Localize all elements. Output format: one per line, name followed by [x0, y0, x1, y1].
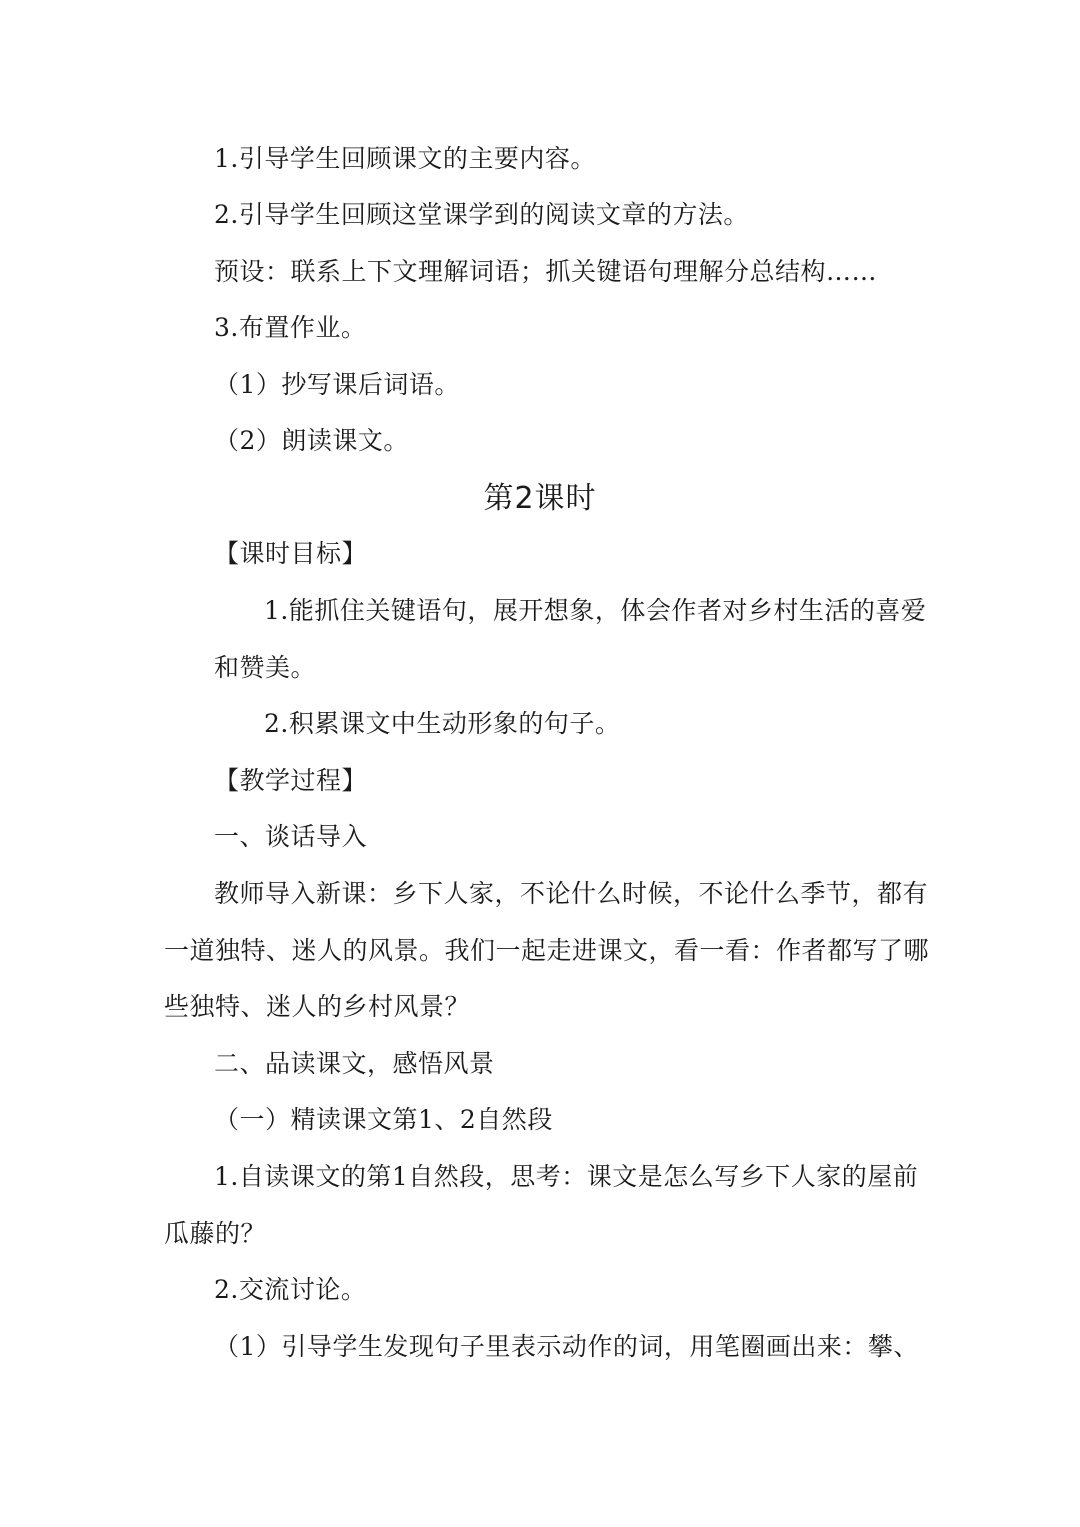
section-2-heading: 二、品读课文，感悟风景: [214, 1049, 495, 1078]
goal-1-line-2: 和赞美。: [214, 653, 317, 682]
homework-item-1: （1）抄写课后词语。: [214, 370, 460, 399]
goal-1-line-1: 1.能抓住关键语句，展开想象，体会作者对乡村生活的喜爱: [264, 596, 927, 625]
intro-line-2: 一道独特、迷人的风景。我们一起走进课文，看一看：作者都写了哪: [164, 936, 930, 965]
subsection-1-heading: （一）精读课文第1、2自然段: [214, 1105, 553, 1134]
process-heading: 【教学过程】: [214, 766, 368, 795]
step-2-item-1: （1）引导学生发现句子里表示动作的词，用笔圈画出来：攀、: [214, 1332, 919, 1361]
intro-line-1: 教师导入新课：乡下人家，不论什么时候，不论什么季节，都有: [214, 879, 929, 908]
goal-2: 2.积累课文中生动形象的句子。: [264, 709, 621, 738]
step-1-line-1: 1.自读课文的第1自然段，思考：课文是怎么写乡下人家的屋前: [214, 1162, 919, 1191]
goals-heading: 【课时目标】: [214, 539, 368, 568]
lesson-title: 第2课时: [483, 481, 597, 516]
review-step-1: 1.引导学生回顾课文的主要内容。: [214, 144, 596, 173]
homework-step: 3.布置作业。: [214, 313, 367, 342]
section-1-heading: 一、谈话导入: [214, 822, 368, 851]
review-step-2: 2.引导学生回顾这堂课学到的阅读文章的方法。: [214, 200, 749, 229]
intro-line-3: 些独特、迷人的乡村风景？: [164, 992, 471, 1021]
homework-item-2: （2）朗读课文。: [214, 426, 409, 455]
preset-note: 预设：联系上下文理解词语；抓关键语句理解分总结构……: [214, 257, 878, 286]
step-2: 2.交流讨论。: [214, 1275, 367, 1304]
step-1-line-2: 瓜藤的？: [164, 1219, 267, 1248]
